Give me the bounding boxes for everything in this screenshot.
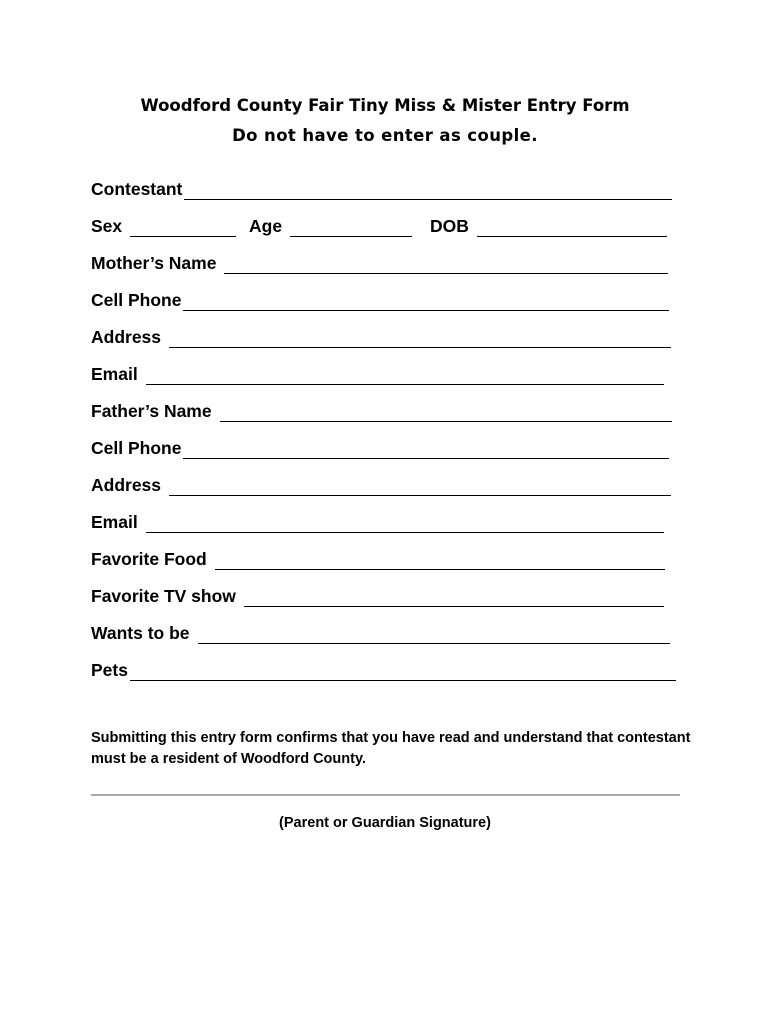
father-email-label: Email xyxy=(91,512,138,532)
sex-line[interactable] xyxy=(130,219,236,237)
contestant-label: Contestant xyxy=(91,179,183,199)
mother-email-field[interactable] xyxy=(91,363,664,385)
father-address-field[interactable] xyxy=(91,474,671,496)
sex-field[interactable] xyxy=(91,215,236,237)
fathers-name-field[interactable] xyxy=(91,400,672,422)
pets-line[interactable] xyxy=(130,663,676,681)
mothers-name-field[interactable] xyxy=(91,252,668,274)
favorite-food-label: Favorite Food xyxy=(91,549,207,569)
father-address-label: Address xyxy=(91,475,162,495)
wants-to-be-line[interactable] xyxy=(198,626,670,644)
contestant-line[interactable] xyxy=(184,182,672,200)
favorite-tv-field[interactable] xyxy=(91,585,664,607)
residency-notice: Submitting this entry form confirms that you have read and understand that contestant must be a resident of Woodford County. xyxy=(91,730,691,767)
dob-label: DOB xyxy=(430,216,469,236)
favorite-food-field[interactable] xyxy=(91,548,665,570)
fathers-name-line[interactable] xyxy=(220,404,672,422)
dob-line[interactable] xyxy=(477,219,667,237)
father-cell-label: Cell Phone xyxy=(91,438,182,458)
favorite-food-line[interactable] xyxy=(215,552,665,570)
father-cell-field[interactable] xyxy=(91,437,669,459)
mother-address-line[interactable] xyxy=(169,330,671,348)
favorite-tv-line[interactable] xyxy=(244,589,664,607)
wants-to-be-label: Wants to be xyxy=(91,623,190,643)
favorite-tv-label: Favorite TV show xyxy=(91,586,236,606)
mother-address-label: Address xyxy=(91,327,162,347)
sex-label: Sex xyxy=(91,216,123,236)
dob-field[interactable] xyxy=(430,215,667,237)
mother-cell-line[interactable] xyxy=(183,293,669,311)
mother-email-line[interactable] xyxy=(146,367,664,385)
father-address-line[interactable] xyxy=(169,478,671,496)
pets-label: Pets xyxy=(91,660,128,680)
form-title: Woodford County Fair Tiny Miss & Mister Entry Form xyxy=(140,96,630,115)
signature-line[interactable] xyxy=(91,794,680,796)
mother-cell-label: Cell Phone xyxy=(91,290,182,310)
age-field[interactable] xyxy=(249,215,412,237)
mother-email-label: Email xyxy=(91,364,138,384)
pets-field[interactable] xyxy=(91,659,676,681)
mother-cell-field[interactable] xyxy=(91,289,669,311)
age-label: Age xyxy=(249,216,283,236)
signature-label: (Parent or Guardian Signature) xyxy=(279,815,491,831)
mothers-name-label: Mother’s Name xyxy=(91,253,217,273)
contestant-field[interactable] xyxy=(91,178,672,200)
mother-address-field[interactable] xyxy=(91,326,671,348)
form-subtitle: Do not have to enter as couple. xyxy=(232,126,538,145)
fathers-name-label: Father’s Name xyxy=(91,401,212,421)
wants-to-be-field[interactable] xyxy=(91,622,670,644)
mothers-name-line[interactable] xyxy=(224,256,668,274)
father-cell-line[interactable] xyxy=(183,441,669,459)
father-email-field[interactable] xyxy=(91,511,664,533)
age-line[interactable] xyxy=(290,219,412,237)
father-email-line[interactable] xyxy=(146,515,664,533)
